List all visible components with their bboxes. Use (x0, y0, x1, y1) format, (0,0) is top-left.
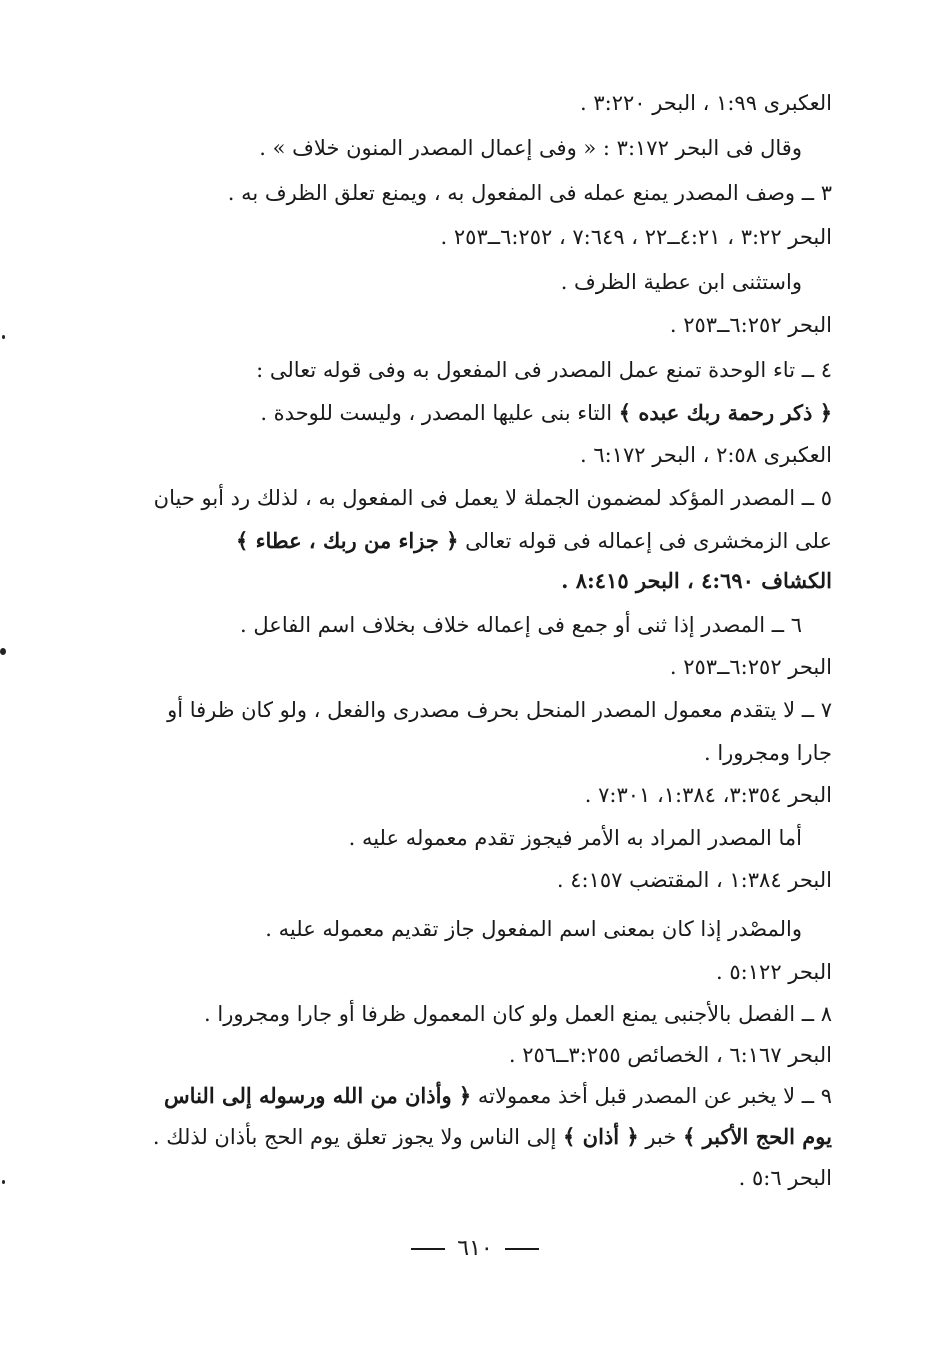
line-text: ٩ ــ لا يخبر عن المصدر قبل أخذ معمولاته (471, 1084, 832, 1108)
text-line: واستثنى ابن عطية الظرف . (560, 270, 802, 294)
text-line: البحر ٣:٢٢ ، ٤:٢١ــ٢٢ ، ٧:٦٤٩ ، ٦:٢٥٢ــ٢٥٣ . (440, 225, 832, 249)
text-line: جارا ومجرورا . (703, 741, 832, 765)
text-line: الكشاف ٤:٦٩٠ ، البحر ٨:٤١٥ . (561, 568, 832, 593)
line-text: خبر (638, 1125, 683, 1149)
text-line: ٥ ــ المصدر المؤكد لمضمون الجملة لا يعمل فى المفعول به ، لذلك رد أبو حيان (153, 486, 832, 510)
line-text: التاء بنى عليها المصدر ، وليست للوحدة . (260, 401, 619, 425)
text-line: ٤ ــ تاء الوحدة تمنع عمل المصدر فى المفعول به وفى قوله تعالى : (256, 358, 832, 382)
scan-speck (2, 1180, 5, 1184)
text-line (260, 398, 832, 428)
page-number-text: ٦١٠ (457, 1236, 493, 1261)
text-line: أما المصدر المراد به الأمر فيجوز تقدم معموله عليه . (348, 826, 802, 850)
line-text: على الزمخشرى فى إعماله فى قوله تعالى (458, 529, 832, 553)
text-line: العكبرى ٢:٥٨ ، البحر ٦:١٧٢ . (579, 443, 832, 467)
text-line: ٣ ــ وصف المصدر يمنع عمله فى المفعول به ، ويمنع تعلق الظرف به . (227, 181, 832, 205)
text-line: والمصْدر إذا كان بمعنى اسم المفعول جاز تقديم معموله عليه . (265, 917, 802, 941)
scan-speck (0, 648, 6, 655)
text-line: ٦ ــ المصدر إذا ثنى أو جمع فى إعماله خلاف بخلاف اسم الفاعل . (240, 613, 802, 637)
quran-quote: ﴿ وأذان من الله ورسوله إلى الناس (164, 1083, 472, 1108)
text-line: وقال فى البحر ٣:١٧٢ : « وفى إعمال المصدر المنون خلاف » . (259, 136, 802, 160)
quran-quote: يوم الحج الأكبر ﴾ (682, 1124, 832, 1149)
text-line: البحر ٣:٣٥٤، ١:٣٨٤، ٧:٣٠١ . (584, 783, 832, 807)
page-number (0, 1236, 950, 1261)
folio-dash (411, 1248, 445, 1250)
text-line: ٧ ــ لا يتقدم معمول المصدر المنحل بحرف مصدرى والفعل ، ولو كان ظرفا أو (167, 698, 832, 722)
text-line: البحر ٦:٢٥٢ــ٢٥٣ . (669, 655, 832, 679)
line-text: إلى الناس ولا يجوز تعلق يوم الحج بأذان لذلك . (152, 1125, 564, 1149)
folio-dash (505, 1248, 539, 1250)
text-line: ٨ ــ الفصل بالأجنبى يمنع العمل ولو كان المعمول ظرفا أو جارا ومجرورا . (204, 1002, 832, 1026)
text-line: البحر ٦:١٦٧ ، الخصائص ٣:٢٥٥ــ٢٥٦ . (508, 1043, 832, 1067)
text-line: البحر ١:٣٨٤ ، المقتضب ٤:١٥٧ . (556, 868, 832, 892)
quran-quote: ﴿ جزاء من ربك ، عطاء ﴾ (235, 528, 459, 553)
text-line (236, 526, 832, 556)
quran-quote: ﴿ ذكر رحمة ربك عبده ﴾ (618, 400, 832, 425)
text-line: البحر ٥:٦ . (738, 1166, 832, 1190)
text-line: البحر ٥:١٢٢ . (716, 960, 832, 984)
text-line (164, 1081, 832, 1111)
quran-quote: ﴿ أذان ﴾ (563, 1124, 639, 1149)
scan-speck (2, 335, 5, 339)
text-line (153, 1122, 832, 1152)
text-line: العكبرى ١:٩٩ ، البحر ٣:٢٢٠ . (579, 91, 832, 115)
text-line: البحر ٦:٢٥٢ــ٢٥٣ . (669, 313, 832, 337)
